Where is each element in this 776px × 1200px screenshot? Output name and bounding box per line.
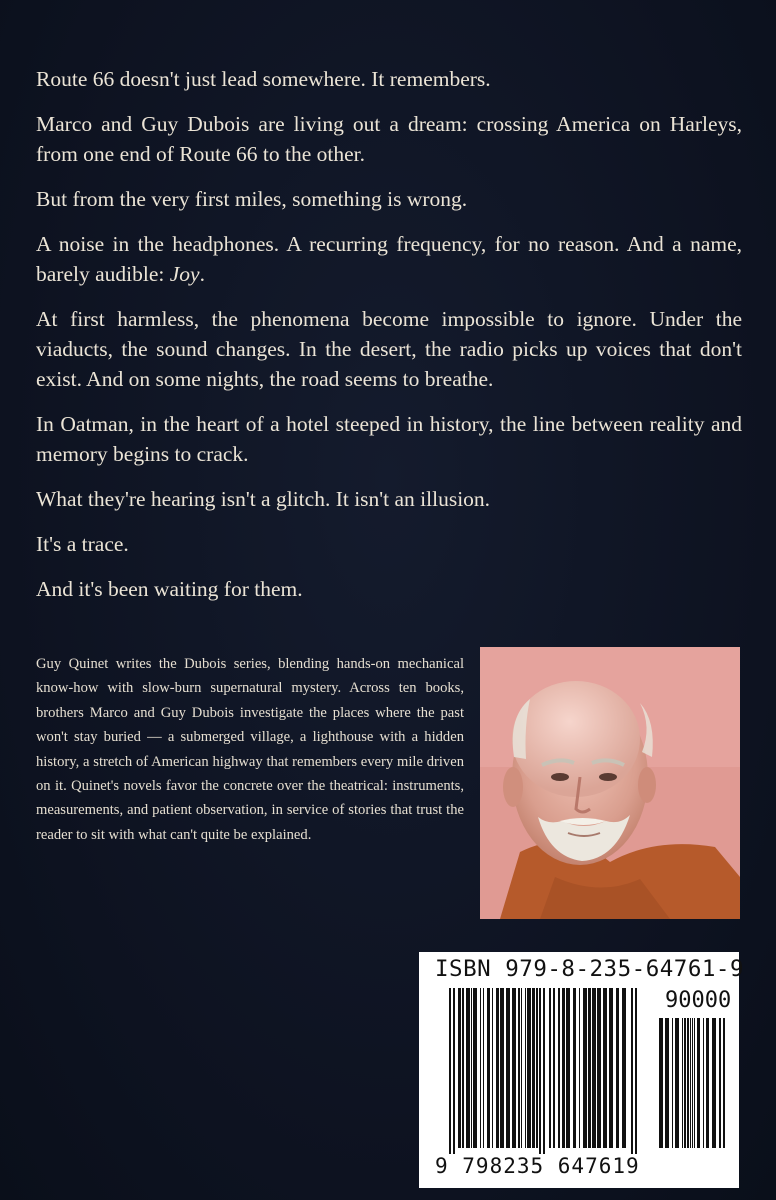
barcode-bar bbox=[553, 988, 555, 1148]
isbn-label: ISBN 979-8-235-64761-9 bbox=[435, 956, 745, 982]
barcode-bar bbox=[536, 988, 538, 1148]
barcode-bar bbox=[532, 988, 535, 1148]
barcode-bar bbox=[712, 1018, 716, 1148]
author-bio: Guy Quinet writes the Dubois series, blending hands-on mechanical know-how with slow-burn supernatural mystery. Across ten books, brothers Marco and Guy Dubois investigate the places where the past won't stay buried — a submerged village, a lighthouse with a hidden history, a stretch of American highway that remembers every mile driven on it. Quinet's novels favor the concrete over the theatrical: instruments, measurements, and patient observation, in service of stories that trust the reader to sit with what can't quite be explained. bbox=[36, 656, 464, 843]
blurb-name-joy: Joy bbox=[169, 262, 200, 286]
barcode-bar bbox=[500, 988, 504, 1148]
blurb-paragraph-with-name bbox=[36, 229, 742, 289]
blurb-paragraph: It's a trace. bbox=[36, 532, 129, 556]
barcode-bar bbox=[703, 1018, 704, 1148]
barcode-bar bbox=[609, 988, 613, 1148]
barcode-bar bbox=[579, 988, 580, 1148]
isbn-barcode bbox=[419, 952, 745, 1188]
barcode-bar bbox=[492, 988, 493, 1148]
barcode-bar bbox=[549, 988, 551, 1148]
barcode-bar bbox=[697, 1018, 700, 1148]
barcode-bar bbox=[480, 988, 481, 1148]
barcode-bar bbox=[706, 1018, 709, 1148]
barcode-bar bbox=[506, 988, 510, 1148]
barcode-bar bbox=[521, 988, 522, 1148]
barcode-bar bbox=[458, 988, 461, 1148]
author-portrait-illustration bbox=[480, 647, 740, 919]
blurb-paragraph: Marco and Guy Dubois are living out a dream: crossing America on Harleys, from one end of Route 66 to the other. bbox=[36, 112, 742, 166]
barcode-bar bbox=[616, 988, 619, 1148]
barcode-bar bbox=[558, 988, 560, 1148]
barcode-bar bbox=[597, 988, 601, 1148]
blurb-paragraph: And it's been waiting for them. bbox=[36, 577, 303, 601]
barcode-bar bbox=[635, 988, 637, 1160]
barcode-bar bbox=[483, 988, 484, 1148]
barcode-bar bbox=[566, 988, 570, 1148]
barcode-bar bbox=[692, 1018, 693, 1148]
barcode-bar bbox=[694, 1018, 695, 1148]
barcode-bar bbox=[518, 988, 520, 1148]
barcode-bar bbox=[684, 1018, 686, 1148]
barcode-bar bbox=[665, 1018, 669, 1148]
author-photo bbox=[480, 647, 740, 919]
barcode-bar bbox=[466, 988, 470, 1148]
back-cover-blurb bbox=[36, 64, 742, 619]
barcode-bar bbox=[543, 988, 545, 1160]
barcode-bar bbox=[675, 1018, 679, 1148]
barcode-bar bbox=[525, 988, 526, 1148]
blurb-paragraph: Route 66 doesn't just lead somewhere. It remembers. bbox=[36, 67, 491, 91]
blurb-paragraph: In Oatman, in the heart of a hotel steeped in history, the line between reality and memory begins to crack. bbox=[36, 412, 742, 466]
barcode-bar bbox=[512, 988, 516, 1148]
barcode-bar bbox=[592, 988, 596, 1148]
barcode-bar bbox=[690, 1018, 691, 1148]
barcode-bar bbox=[603, 988, 607, 1148]
blurb-text: . bbox=[199, 262, 205, 286]
barcode-bar bbox=[672, 1018, 673, 1148]
barcode-bar bbox=[588, 988, 591, 1148]
barcode-bar bbox=[719, 1018, 721, 1148]
barcode-bar bbox=[471, 988, 472, 1148]
barcode-bar bbox=[631, 988, 633, 1160]
barcode-bar bbox=[539, 988, 541, 1160]
barcode-bar bbox=[573, 988, 576, 1148]
barcode-bar bbox=[583, 988, 587, 1148]
price-code: 90000 bbox=[665, 988, 732, 1013]
barcode-bar bbox=[562, 988, 565, 1148]
barcode-bar bbox=[453, 988, 455, 1160]
ean-digits: 9 798235 647619 bbox=[435, 1154, 640, 1178]
barcode-bar bbox=[723, 1018, 725, 1148]
barcode-bar bbox=[622, 988, 626, 1148]
barcode-bar bbox=[449, 988, 451, 1160]
barcode-bar bbox=[687, 1018, 689, 1148]
barcode-bar bbox=[496, 988, 499, 1148]
barcode-bar bbox=[682, 1018, 683, 1148]
barcode-bar bbox=[487, 988, 490, 1148]
barcode-bar bbox=[527, 988, 531, 1148]
blurb-paragraph: At first harmless, the phenomena become impossible to ignore. Under the viaducts, the sound changes. In the desert, the radio picks up voices that don't exist. And on some nights, the road seems to breathe. bbox=[36, 307, 742, 391]
barcode-bar bbox=[462, 988, 464, 1148]
barcode-bar bbox=[473, 988, 477, 1148]
blurb-paragraph: But from the very first miles, something is wrong. bbox=[36, 187, 468, 211]
blurb-paragraph: What they're hearing isn't a glitch. It isn't an illusion. bbox=[36, 487, 491, 511]
barcode-bar bbox=[659, 1018, 663, 1148]
blurb-text: A noise in the headphones. A recurring frequency, for no reason. And a name, barely audible: bbox=[36, 232, 742, 286]
